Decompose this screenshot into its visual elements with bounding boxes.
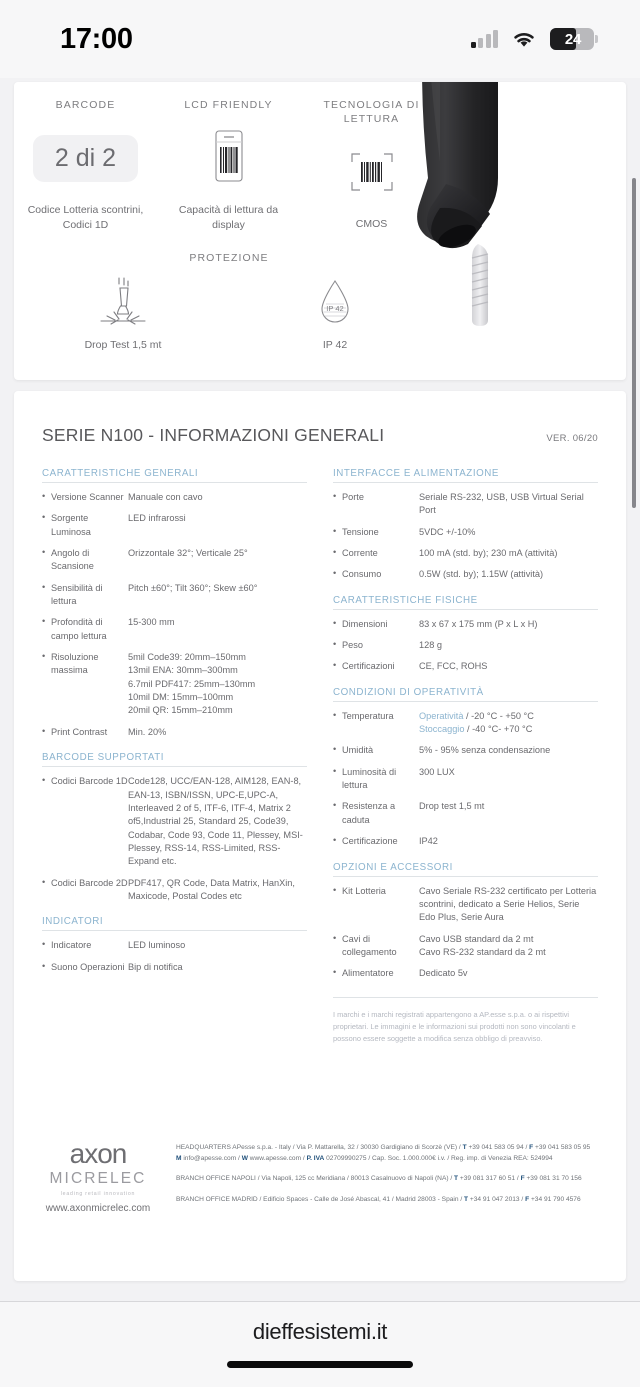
spec-value-highlight: Operatività: [419, 710, 464, 721]
spec-row: [42, 512, 307, 539]
spec-value: [419, 660, 598, 673]
spec-value-line: Cavo USB standard da 2 mt: [419, 933, 534, 944]
hq-text-a: HEADQUARTERS APesse s.p.a. - Italy / Via P. Mattarella, 32 / 30030 Gardigiano di Scorzè (VE) /: [176, 1144, 463, 1151]
spec-key: • Porte: [333, 491, 419, 518]
spec-key: • Print Contrast: [42, 726, 128, 739]
spec-key: • Tensione: [333, 526, 419, 539]
hq-fax-label: F: [529, 1144, 534, 1151]
logo-axon-text: axon: [69, 1138, 127, 1169]
spec-row: [42, 582, 307, 609]
spec-value: [419, 547, 598, 560]
spec-section-heading: CONDIZIONI DI OPERATIVITÀ: [333, 687, 598, 702]
spec-value-line: 10mil DM: 15mm–100mm: [128, 692, 234, 703]
spec-key: • Luminosità di lettura: [333, 766, 419, 793]
spec-key: • Codici Barcode 1D: [42, 775, 128, 868]
spec-value: [128, 547, 307, 574]
napoli-text-c: +39 081 31 70 156: [524, 1175, 582, 1183]
spec-value-line: 20mil QR: 15mm–210mm: [128, 705, 233, 716]
spec-row: [333, 568, 598, 581]
spec-value-line: LED infrarossi: [128, 513, 186, 524]
hq-tel-label: T: [462, 1144, 467, 1151]
hq-mail-label: M: [176, 1154, 182, 1162]
hq-web-label: W: [241, 1154, 248, 1162]
barcode-scanner-photo: [360, 82, 570, 326]
feature-lcd-friendly: [157, 98, 300, 234]
feature-subtitle: Capacità di lettura da display: [178, 204, 279, 232]
web-page-content[interactable]: [0, 78, 640, 1301]
spec-row: [42, 775, 307, 868]
spec-value-line: 15-300 mm: [128, 617, 175, 628]
datasheet-header: [42, 425, 598, 452]
napoli-fax-label: F: [520, 1175, 525, 1183]
spec-value: [128, 582, 307, 609]
spec-section-heading: BARCODE SUPPORTATI: [42, 752, 307, 767]
battery-level: 24: [564, 30, 582, 48]
spec-value-line: Operatività / -20 °C - +50 °C: [419, 710, 534, 721]
spec-value: [419, 766, 598, 793]
napoli-text-b: +39 081 317 60 51 /: [458, 1175, 521, 1183]
spec-section-heading: OPZIONI E ACCESSORI: [333, 862, 598, 877]
spec-value-line: 128 g: [419, 640, 442, 651]
protection-heading: PROTEZIONE: [189, 252, 269, 264]
spec-column-left: [42, 468, 307, 1045]
spec-row: [333, 710, 598, 737]
spec-value: [419, 491, 598, 518]
spec-row: [42, 616, 307, 643]
spec-row: [42, 939, 307, 952]
page-title: SERIE N100 - INFORMAZIONI GENERALI: [42, 425, 385, 445]
spec-value-line: Cavo Seriale RS-232 certificato per Lotteria scontrini, dedicato a Serie Helios, Serie Edo Plus, Serie Aura: [419, 885, 597, 923]
spec-row: [333, 885, 598, 925]
hq-line-2: [176, 1154, 602, 1165]
spec-value: [419, 618, 598, 631]
feature-highlights-card: [14, 82, 626, 380]
hq-text-c: +39 041 583 05 95: [533, 1144, 591, 1151]
protection-label: Drop Test 1,5 mt: [84, 339, 162, 351]
spec-key: • Umidità: [333, 744, 419, 757]
napoli-text-a: BRANCH OFFICE NAPOLI / Via Napoli, 125 cc Meridiana / 80013 Casalnuovo di Napoli (NA) /: [176, 1175, 455, 1183]
headquarters-block: [176, 1143, 602, 1164]
page-scrollbar[interactable]: [632, 178, 636, 508]
spec-row: [333, 933, 598, 960]
company-website[interactable]: www.axonmicrelec.com: [45, 1203, 151, 1214]
spec-value: [419, 568, 598, 581]
feature-caption: TECNOLOGIA DI LETTURA: [323, 99, 420, 126]
spec-key: • Versione Scanner: [42, 491, 128, 504]
spec-key: • Indicatore: [42, 939, 128, 952]
spec-row: [42, 547, 307, 574]
spec-value: [419, 885, 598, 925]
spec-value: [419, 526, 598, 539]
spec-key: • Cavi di collegamento: [333, 933, 419, 960]
spec-value: [128, 491, 307, 504]
spec-section-heading: INDICATORI: [42, 916, 307, 931]
spec-value: [128, 939, 307, 952]
spec-value-line: 5VDC +/-10%: [419, 526, 476, 537]
feature-barcode: [14, 98, 157, 234]
spec-key: • Corrente: [333, 547, 419, 560]
spec-row: [333, 766, 598, 793]
spec-value: [419, 967, 598, 980]
spec-value-line: PDF417, QR Code, Data Matrix, HanXin, Maxicode, Postal Codes etc: [128, 877, 295, 901]
hq-mail-value: info@apesse.com /: [181, 1154, 242, 1162]
spec-key: • Alimentatore: [333, 967, 419, 980]
madrid-fax-label: F: [525, 1196, 530, 1204]
spec-key: • Profondità di campo lettura: [42, 616, 128, 643]
address-bar-url[interactable]: dieffesistemi.it: [252, 1319, 388, 1344]
spec-value: [128, 651, 307, 718]
home-indicator[interactable]: [227, 1361, 413, 1368]
lcd-barcode-icon: [163, 121, 294, 195]
spec-value-line: Stoccaggio / -40 °C- +70 °C: [419, 724, 533, 735]
napoli-block: [176, 1174, 602, 1185]
spec-value-line: Code128, UCC/EAN-128, AIM128, EAN-8, EAN-13, ISBN/ISSN, UPC-E,UPC-A, Interleaved 2 of 5, ITF-6, ITF-4, Matrix 2 of5,Industrial 25, Standard 25, Code39, Codabar, Code 93, Code 11, Plessey, MSI-Plessey, RSS-14, RSS-Limited, RSS-Expand etc.: [128, 776, 303, 867]
spec-row: [333, 744, 598, 757]
battery-icon: [550, 28, 594, 50]
spec-row: [333, 547, 598, 560]
wifi-icon: [511, 30, 537, 49]
spec-row: [333, 660, 598, 673]
spec-value-line: Cavo RS-232 standard da 2 mt: [419, 946, 546, 957]
feature-caption: LCD FRIENDLY: [184, 99, 273, 111]
feature-subtitle: Codice Lotteria scontrini, Codici 1D: [27, 204, 144, 232]
cellular-bars-icon: [471, 30, 499, 48]
spec-value: [419, 639, 598, 652]
napoli-line: [176, 1174, 602, 1185]
spec-key: • Resistenza a caduta: [333, 800, 419, 827]
spec-row: [333, 800, 598, 827]
svg-text:IP 42: IP 42: [326, 304, 344, 313]
protection-label: IP 42: [322, 339, 348, 351]
spec-value-line: Dedicato 5v: [419, 968, 468, 979]
spec-row: [333, 835, 598, 848]
spec-column-right: [333, 468, 598, 1045]
spec-value-highlight: Stoccaggio: [419, 724, 465, 735]
hq-vat-label: P. IVA: [306, 1154, 325, 1162]
spec-value-line: Seriale RS-232, USB, USB Virtual Serial Port: [419, 492, 584, 516]
madrid-block: [176, 1195, 602, 1206]
spec-value-line: Min. 20%: [128, 726, 167, 737]
napoli-tel-label: T: [454, 1175, 459, 1183]
spec-row: [333, 639, 598, 652]
spec-key: • Certificazione: [333, 835, 419, 848]
spec-key: • Dimensioni: [333, 618, 419, 631]
madrid-line: [176, 1195, 602, 1206]
spec-value-line: IP42: [419, 836, 438, 847]
madrid-text-c: +34 91 790 4576: [529, 1196, 581, 1204]
spec-key: • Peso: [333, 639, 419, 652]
spec-value-line: 5% - 95% senza condensazione: [419, 745, 551, 756]
spec-value-line: Bip di notifica: [128, 961, 183, 972]
spec-row: [333, 618, 598, 631]
spec-row: [333, 491, 598, 518]
hq-vat-value: 02709990275 / Cap. Soc. 1.000.000€ i.v. / Reg. imp. di Venezia REA: 524994: [324, 1154, 553, 1162]
barcode-count-badge: [20, 121, 151, 195]
spec-section-heading: CARATTERISTICHE FISICHE: [333, 595, 598, 610]
spec-value: [419, 800, 598, 827]
spec-value-line: 83 x 67 x 175 mm (P x L x H): [419, 618, 538, 629]
logo-micrelec-text: MICRELEC: [49, 1170, 147, 1187]
spec-value: [419, 933, 598, 960]
spec-value-line: 6.7mil PDF417: 25mm–130mm: [128, 678, 256, 689]
hq-line-1: [176, 1143, 602, 1154]
spec-section-heading: CARATTERISTICHE GENERALI: [42, 468, 307, 483]
contact-addresses: [176, 1138, 602, 1214]
logo-tagline: leading retail innovation: [60, 1191, 136, 1197]
spec-key: • Kit Lotteria: [333, 885, 419, 925]
status-bar: [0, 0, 640, 78]
spec-value-line: LED luminoso: [128, 940, 186, 951]
spec-value: [419, 744, 598, 757]
spec-key: • Consumo: [333, 568, 419, 581]
spec-value-line: 5mil Code39: 20mm–150mm: [128, 652, 246, 663]
spec-value-line: 300 LUX: [419, 766, 455, 777]
spec-value: [128, 877, 307, 904]
drop-test-icon: [53, 274, 193, 330]
version-label: VER. 06/20: [546, 433, 598, 444]
status-time: 17:00: [60, 22, 133, 55]
hq-text-b: +39 041 583 05 94 /: [466, 1144, 530, 1151]
feature-subtitle: CMOS: [355, 218, 388, 231]
feature-badge-value: 2 di 2: [33, 135, 138, 182]
page-footer: [42, 1138, 602, 1214]
spec-value: [419, 835, 598, 848]
spec-key: • Suono Operazioni: [42, 961, 128, 974]
spec-value-line: 0.5W (std. by); 1.15W (attività): [419, 569, 544, 580]
spec-section-heading: INTERFACCE E ALIMENTAZIONE: [333, 468, 598, 483]
spec-value-line: 13mil ENA: 30mm–300mm: [128, 665, 238, 676]
madrid-tel-label: T: [464, 1196, 469, 1204]
hq-web-value: www.apesse.com /: [247, 1154, 307, 1162]
spec-value-line: CE, FCC, ROHS: [419, 661, 488, 672]
spec-value-line: Orizzontale 32°; Verticale 25°: [128, 548, 248, 559]
spec-row: [42, 726, 307, 739]
spec-value-line: Drop test 1,5 mt: [419, 801, 485, 812]
protection-drop-test: [53, 274, 193, 351]
legal-disclaimer: I marchi e i marchi registrati appartengono a AP.esse s.p.a. o ai rispettivi proprietari. Le immagini e le informazioni sui prodotti non sono vincolanti e possono essere soggette a modifica senza obbligo di preavviso.: [333, 997, 598, 1045]
spec-value-line: Manuale con cavo: [128, 492, 203, 502]
spec-key: • Codici Barcode 2D: [42, 877, 128, 904]
spec-row: [333, 526, 598, 539]
spec-row: [333, 967, 598, 980]
spec-row: [42, 877, 307, 904]
spec-value: [128, 726, 307, 739]
spec-value: [128, 775, 307, 868]
spec-key: • Angolo di Scansione: [42, 547, 128, 574]
spec-columns: [42, 468, 598, 1045]
spec-key: • Sensibilità di lettura: [42, 582, 128, 609]
spec-row: [42, 961, 307, 974]
axon-micrelec-logo: [42, 1138, 154, 1214]
spec-key: • Temperatura: [333, 710, 419, 737]
spec-key: • Risoluzione massima: [42, 651, 128, 718]
spec-value: [128, 961, 307, 974]
spec-row: [42, 491, 307, 504]
browser-bottom-bar[interactable]: [0, 1301, 640, 1387]
madrid-text-a: BRANCH OFFICE MADRID / Edificio Spaces - Calle de José Abascal, 41 / Madrid 28003 - Spain /: [176, 1196, 465, 1204]
madrid-text-b: +34 91 047 2013 /: [468, 1196, 526, 1204]
spec-value: [128, 512, 307, 539]
spec-key: • Certificazioni: [333, 660, 419, 673]
status-indicators: [471, 28, 595, 50]
spec-value: [128, 616, 307, 643]
feature-caption: BARCODE: [55, 99, 116, 111]
spec-value-line: Pitch ±60°; Tilt 360°; Skew ±60°: [128, 582, 258, 593]
spec-value: [419, 710, 598, 737]
spec-row: [42, 651, 307, 718]
spec-key: • Sorgente Luminosa: [42, 512, 128, 539]
spec-value-line: 100 mA (std. by); 230 mA (attività): [419, 548, 558, 559]
